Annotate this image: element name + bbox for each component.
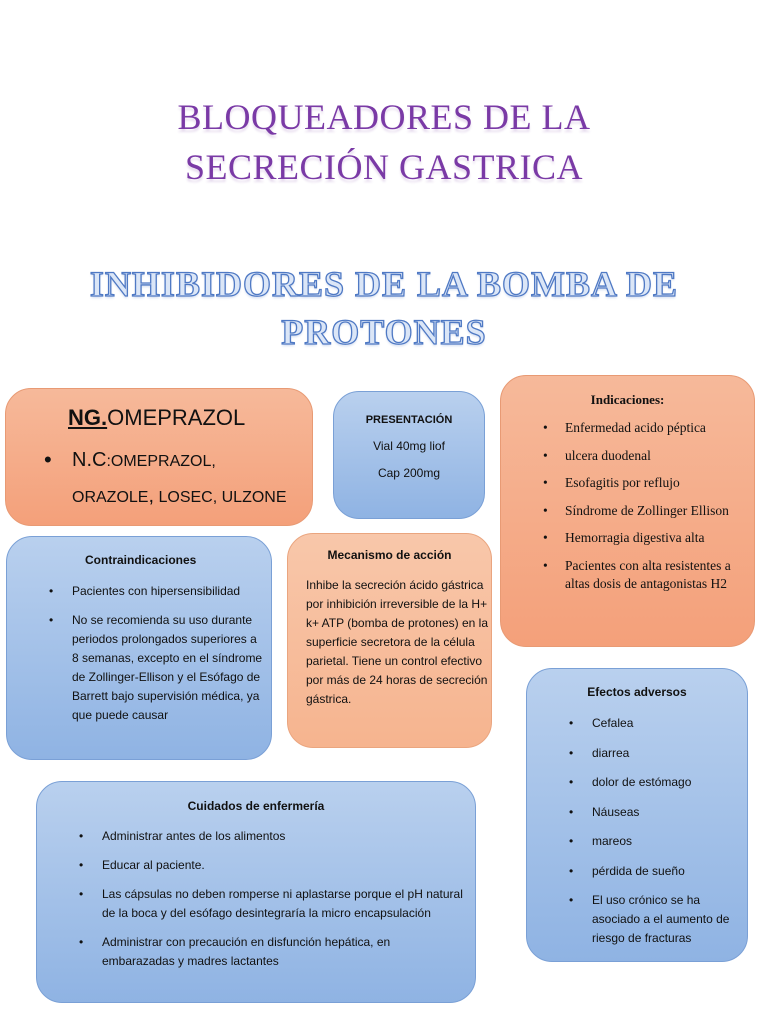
bullet: • <box>79 935 84 949</box>
list-item <box>569 832 739 851</box>
list-item-text: diarrea <box>592 745 630 760</box>
indications-heading: Indicaciones: <box>590 392 665 407</box>
mechanism-text: Inhibe la secreción ácido gástrica por inhibición irreversible de la H+ k+ ATP (bomba de protones) en la superficie secretora de la célula parietal. Tiene un control efectivo por más de 24 horas de secreción gástrica. <box>306 578 488 706</box>
generic-name <box>68 405 245 431</box>
list-item-text: Hemorragia digestiva alta <box>565 530 705 545</box>
list-item <box>79 933 464 971</box>
commercial-names-label: N.C <box>72 449 107 471</box>
list-item <box>49 582 264 601</box>
list-item <box>569 862 739 881</box>
presentation-item: Vial 40mg liof <box>373 439 445 453</box>
section-title-line-2: PROTONES <box>281 312 487 352</box>
list-item-text: Pacientes con hipersensibilidad <box>72 584 241 598</box>
comma: , <box>148 485 155 507</box>
bullet: • <box>543 475 548 490</box>
adverse-effects-heading: Efectos adversos <box>587 685 687 699</box>
section-title <box>0 260 768 356</box>
list-item <box>79 827 464 846</box>
list-item-text: ulcera duodenal <box>565 447 651 463</box>
bullet: • <box>79 887 84 901</box>
list-item-text: El uso crónico se ha asociado a el aumento de riesgo de fracturas <box>592 893 730 945</box>
list-item-text: Síndrome de Zollinger Ellison <box>565 502 729 518</box>
generic-name-value: OMEPRAZOL <box>107 405 246 430</box>
presentation-heading: PRESENTACIÓN <box>365 414 453 426</box>
list-item-text: Cefalea <box>592 716 634 730</box>
list-item <box>569 714 739 733</box>
section-title-line-1: INHIBIDORES DE LA BOMBA DE <box>89 264 679 304</box>
list-item-text: Educar al paciente. <box>102 858 205 872</box>
mechanism-box <box>287 533 492 748</box>
contraindications-list <box>49 582 264 735</box>
page-title <box>0 92 768 192</box>
list-item-text: Enfermedad acido péptica <box>565 420 706 435</box>
list-item <box>569 803 739 822</box>
bullet: • <box>543 502 548 518</box>
list-item-text: Las cápsulas no deben romperse ni aplastarse porque el pH natural de la boca y del esófago desintegraría la micro encapsulación <box>102 887 463 920</box>
list-item <box>569 891 739 948</box>
nursing-care-box <box>36 781 476 1003</box>
list-item-text: Pacientes con alta resistentes a altas dosis de antagonistas H2 <box>565 557 731 591</box>
commercial-names-line-2 <box>72 485 287 508</box>
list-item <box>543 447 743 465</box>
list-item <box>543 557 743 593</box>
mechanism-heading: Mecanismo de acción <box>327 548 452 562</box>
bullet: • <box>44 447 52 472</box>
list-item-text: Náuseas <box>592 804 640 819</box>
nursing-care-heading: Cuidados de enfermería <box>187 799 325 813</box>
list-item-text: dolor de estómago <box>592 775 692 789</box>
adverse-effects-box <box>526 668 748 962</box>
list-item <box>569 773 739 792</box>
indications-box <box>500 375 755 647</box>
list-item-text: No se recomienda su uso durante periodos prolongados superiores a 8 semanas, excepto en el síndrome de Zollinger-Ellison y el Esófago de Barrett bajo supervisión médica, ya que puede causar <box>72 613 263 722</box>
list-item-text: Esofagitis por reflujo <box>565 475 680 490</box>
bullet: • <box>569 775 574 789</box>
adverse-effects-list <box>569 714 739 959</box>
list-item-text: pérdida de sueño <box>592 863 685 878</box>
list-item-text: Administrar con precaución en disfunción hepática, en embarazadas y madres lactantes <box>102 935 391 968</box>
list-item <box>79 885 464 923</box>
bullet: • <box>79 858 84 872</box>
nursing-care-list <box>79 827 464 981</box>
bullet: • <box>79 829 84 843</box>
list-item <box>569 744 739 763</box>
list-item-text: Administrar antes de los alimentos <box>102 829 286 843</box>
list-item <box>79 856 464 875</box>
bullet: • <box>543 420 548 435</box>
generic-name-box <box>5 388 313 526</box>
indications-list <box>543 419 743 602</box>
list-item <box>543 419 743 437</box>
bullet: • <box>569 804 574 819</box>
presentation-item: Cap 200mg <box>377 466 441 480</box>
contraindications-heading: Contraindicaciones <box>85 553 197 567</box>
bullet: • <box>569 716 574 730</box>
list-item <box>543 529 743 547</box>
commercial-names-rest: LOSEC, ULZONE <box>154 489 287 506</box>
commercial-names-line-1 <box>72 449 216 472</box>
bullet: • <box>543 530 548 545</box>
list-item <box>49 611 264 725</box>
list-item <box>543 474 743 492</box>
page-title-line-2: SECRECIÓN GASTRICA <box>184 147 584 187</box>
bullet: • <box>543 447 548 463</box>
bullet: • <box>49 584 54 598</box>
list-item-text: mareos <box>592 834 633 848</box>
commercial-names-first: :OMEPRAZOL, <box>106 453 216 470</box>
list-item <box>543 502 743 520</box>
bullet: • <box>569 745 574 760</box>
contraindications-box <box>6 536 272 760</box>
bullet: • <box>569 893 574 907</box>
presentation-box <box>333 391 485 519</box>
bullet: • <box>569 834 574 848</box>
bullet: • <box>569 863 574 878</box>
commercial-name-orazole: ORAZOLE <box>72 489 149 506</box>
page-title-line-1: BLOQUEADORES DE LA <box>177 97 591 137</box>
bullet: • <box>543 557 548 573</box>
bullet: • <box>49 613 54 627</box>
generic-name-label: NG. <box>68 405 108 430</box>
